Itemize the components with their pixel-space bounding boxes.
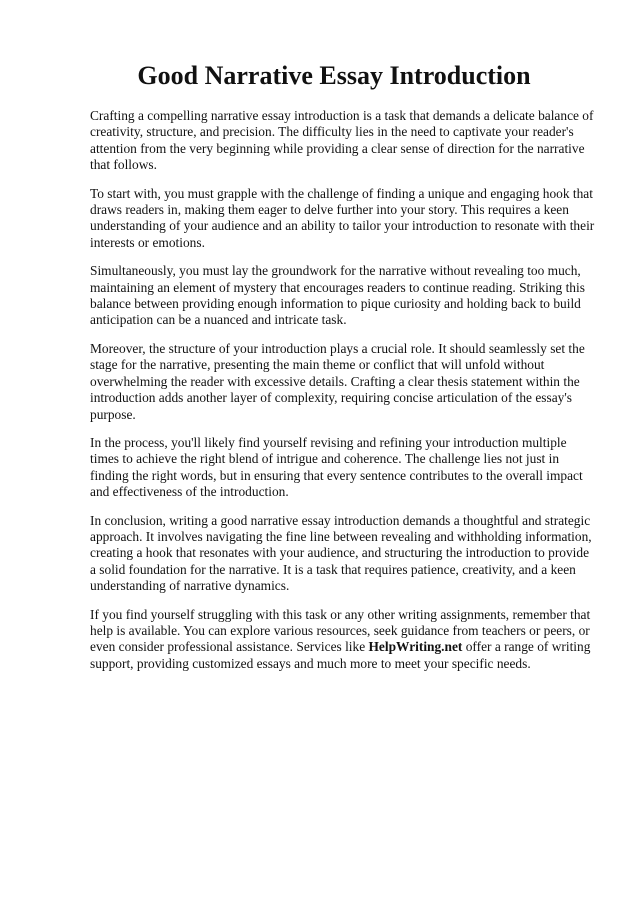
paragraph-groundwork: Simultaneously, you must lay the groundwork for the narrative without revealing too much, maintaining an element of mystery that encourages readers to continue reading. Striking this balance between providing enough information to pique curiosity and holding back to build anticipation can be a nuanced and intricate task. — [90, 263, 585, 328]
paragraph-conclusion: In conclusion, writing a good narrative essay introduction demands a thoughtful and strategic approach. It involves navigating the fine line between revealing and withholding information, creating a hook that resonates with your audience, and structuring the introduction to provide a solid foundation for the narrative. It is a task that requires patience, creativity, and a keen understanding of narrative dynamics. — [90, 512, 592, 594]
paragraph-hook: To start with, you must grapple with the challenge of finding a unique and engaging hook that draws readers in, making them eager to delve further into your story. This requires a keen understanding of your audience and an ability to tailor your introduction to resonate with their interests or emotions. — [90, 185, 595, 250]
help-text-before: If you find yourself struggling with this task or any other writing assignments, remember that help is available. You can explore various resources, seek guidance from teachers or peers, or even consider professional assistance. Services like — [90, 606, 591, 655]
paragraph-revising: In the process, you'll likely find yourself revising and refining your introduction multiple times to achieve the right blend of intrigue and coherence. The challenge lies not just in finding the right words, but in ensuring that every sentence contributes to the overall impact and effectiveness of the introduction. — [90, 434, 583, 500]
help-text-after: offer a range of writing support, providing customized essays and much more to meet your specific needs. — [90, 639, 591, 671]
paragraph-intro: Crafting a compelling narrative essay introduction is a task that demands a delicate balance of creativity, structure, and precision. The difficulty lies in the need to captivate your reader's attention from the very beginning while providing a clear sense of direction for the narrative that follows. — [90, 108, 594, 173]
brand-name: HelpWriting.net — [368, 639, 463, 655]
paragraph-help — [90, 607, 598, 673]
document-title: Good Narrative Essay Introduction — [137, 61, 531, 90]
paragraph-structure: Moreover, the structure of your introduction plays a crucial role. It should seamlessly set the stage for the narrative, presenting the main theme or conflict that will unfold without overwhelming the reader with excessive details. Crafting a clear thesis statement within the introduction adds another layer of complexity, requiring concise articulation of the essay's purpose. — [90, 340, 585, 422]
